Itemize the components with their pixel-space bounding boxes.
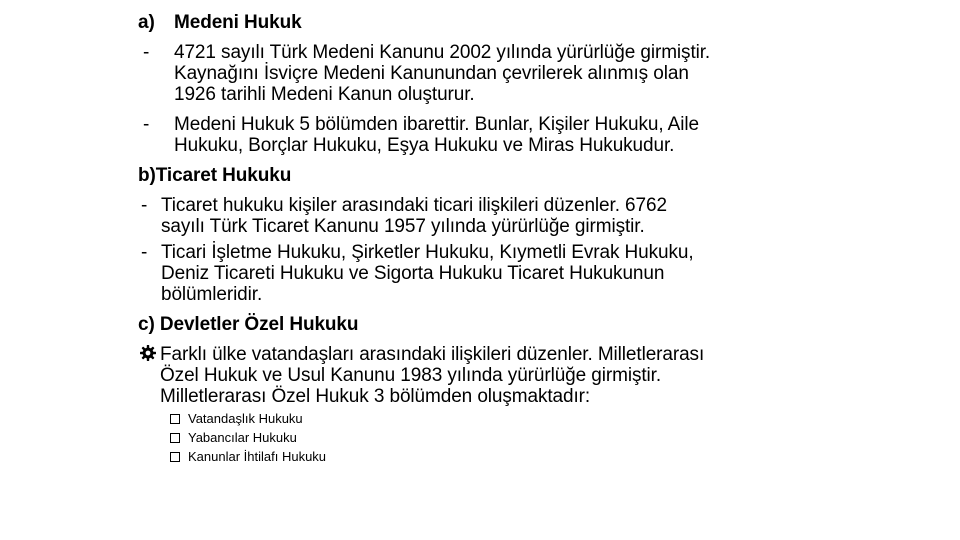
section-b-item1-line1: Ticaret hukuku kişiler arasındaki ticari ilişkileri düzenler. 6762: [161, 195, 667, 216]
section-b-item1-line2: sayılı Türk Ticaret Kanunu 1957 yılında yürürlüğe girmiştir.: [161, 216, 645, 237]
sub-item-3: [170, 449, 326, 465]
section-a-heading: Medeni Hukuk: [174, 12, 302, 33]
section-a-item1-line3: 1926 tarihli Medeni Kanun oluşturur.: [174, 84, 475, 105]
section-a-item1-dash: -: [143, 42, 150, 63]
checkbox-square-icon: [170, 414, 180, 424]
checkbox-square-icon: [170, 433, 180, 443]
sub-item-1: [170, 411, 303, 427]
sub-item-2-label: Yabancılar Hukuku: [188, 430, 297, 445]
section-b-heading: b)Ticaret Hukuku: [138, 165, 292, 186]
section-a-item1-line2: Kaynağını İsviçre Medeni Kanunundan çevrilerek alınmış olan: [174, 63, 689, 84]
section-c-item1-line3: Milletlerarası Özel Hukuk 3 bölümden oluşmaktadır:: [160, 386, 591, 407]
section-c-heading: c) Devletler Özel Hukuku: [138, 314, 359, 335]
sub-item-1-label: Vatandaşlık Hukuku: [188, 411, 303, 426]
sub-item-3-label: Kanunlar İhtilafı Hukuku: [188, 449, 327, 464]
section-a-item2-line1: Medeni Hukuk 5 bölümden ibarettir. Bunlar, Kişiler Hukuku, Aile: [174, 114, 699, 135]
checkbox-square-icon: [170, 452, 180, 462]
sub-item-2: [170, 430, 297, 446]
section-a-item2-dash: -: [143, 114, 150, 135]
section-c-item1-line1: Farklı ülke vatandaşları arasındaki ilişkileri düzenler. Milletlerarası: [160, 344, 705, 365]
section-c-item1-line2: Özel Hukuk ve Usul Kanunu 1983 yılında yürürlüğe girmiştir.: [160, 365, 662, 386]
section-a-marker: a): [138, 12, 155, 33]
section-a-item1-line1: 4721 sayılı Türk Medeni Kanunu 2002 yılında yürürlüğe girmiştir.: [174, 42, 711, 63]
section-a-item2-line2: Hukuku, Borçlar Hukuku, Eşya Hukuku ve Miras Hukukudur.: [174, 135, 675, 156]
gear-bullet-icon: [140, 345, 156, 361]
section-b-item2-line1: Ticari İşletme Hukuku, Şirketler Hukuku, Kıymetli Evrak Hukuku,: [161, 242, 694, 263]
section-b-item1-dash: -: [141, 195, 148, 216]
section-b-item2-line2: Deniz Ticareti Hukuku ve Sigorta Hukuku Ticaret Hukukunun: [161, 263, 665, 284]
section-b-item2-dash: -: [141, 242, 148, 263]
section-b-item2-line3: bölümleridir.: [161, 284, 263, 305]
